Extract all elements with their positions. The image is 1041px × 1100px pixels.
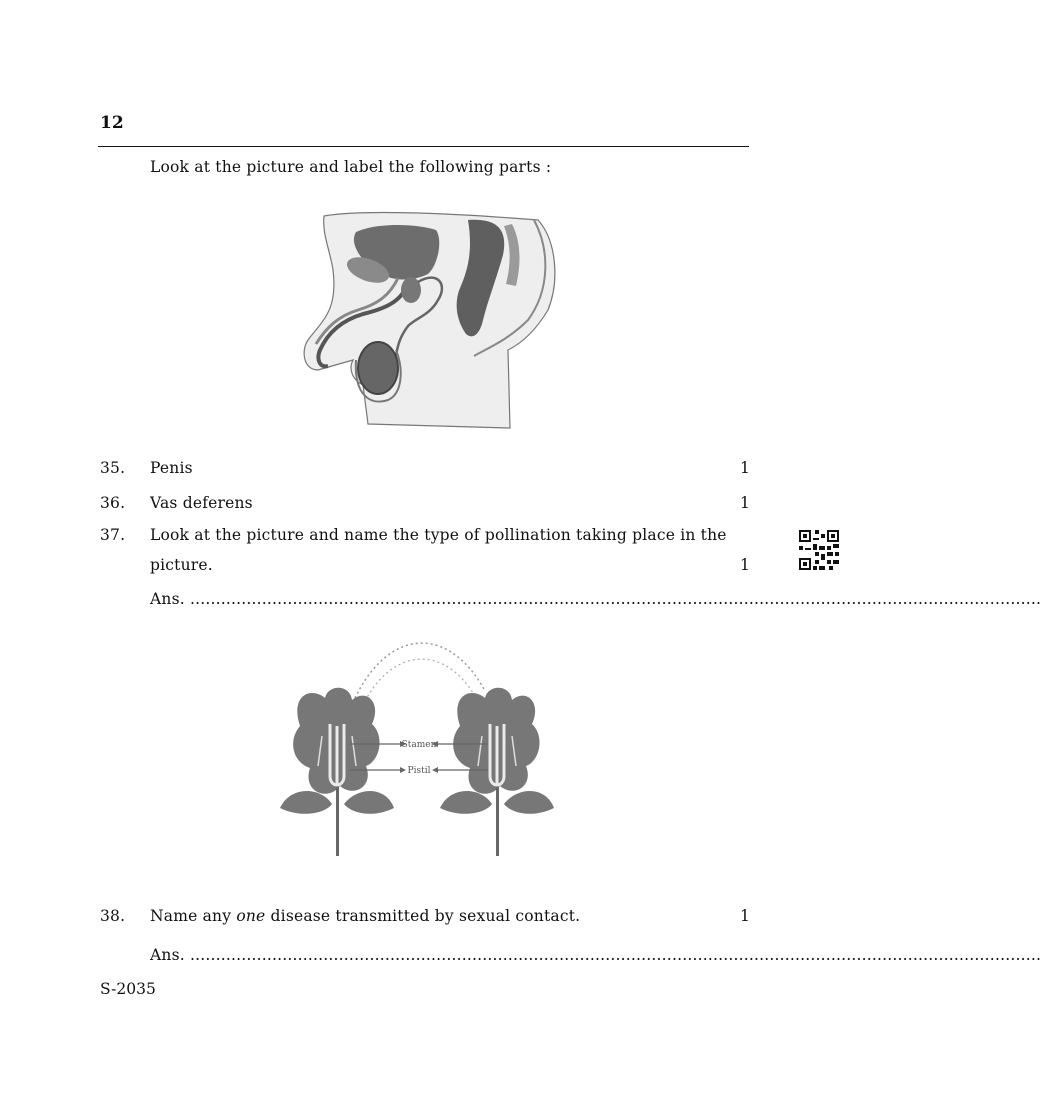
question-number: 36. xyxy=(100,494,126,512)
pistil-label: Pistil xyxy=(407,766,431,776)
question-text: Look at the picture and name the type of pollination taking place in the xyxy=(150,526,727,544)
question-text-continued: picture. xyxy=(150,556,213,574)
stamen-label: Stamen xyxy=(401,740,437,750)
header-rule xyxy=(98,146,749,147)
question-text: Penis xyxy=(150,459,193,477)
answer-prefix: Ans. xyxy=(150,590,185,608)
answer-line[interactable] xyxy=(150,946,1041,964)
question-marks: 1 xyxy=(739,459,750,477)
question-text: Name any one disease transmitted by sexual contact. xyxy=(150,907,581,925)
page-number: 12 xyxy=(100,113,124,133)
instruction-text: Look at the picture and label the following parts : xyxy=(150,158,552,176)
question-number: 38. xyxy=(100,907,126,925)
question-marks: 1 xyxy=(739,494,750,512)
footer-code: S-2035 xyxy=(100,980,156,998)
question-text: Vas deferens xyxy=(150,494,253,512)
answer-dots: ...................................................................................................................................................................... xyxy=(190,946,1041,964)
question-marks: 1 xyxy=(739,556,750,574)
answer-prefix: Ans. xyxy=(150,946,185,964)
answer-line[interactable] xyxy=(150,590,1041,608)
answer-dots: ...................................................................................................................................................................... xyxy=(190,590,1041,608)
male-reproductive-diagram xyxy=(298,210,560,430)
qr-code-icon xyxy=(799,530,839,570)
question-number: 37. xyxy=(100,526,126,544)
question-number: 35. xyxy=(100,459,126,477)
question-marks: 1 xyxy=(739,907,750,925)
pollination-diagram xyxy=(270,636,570,858)
